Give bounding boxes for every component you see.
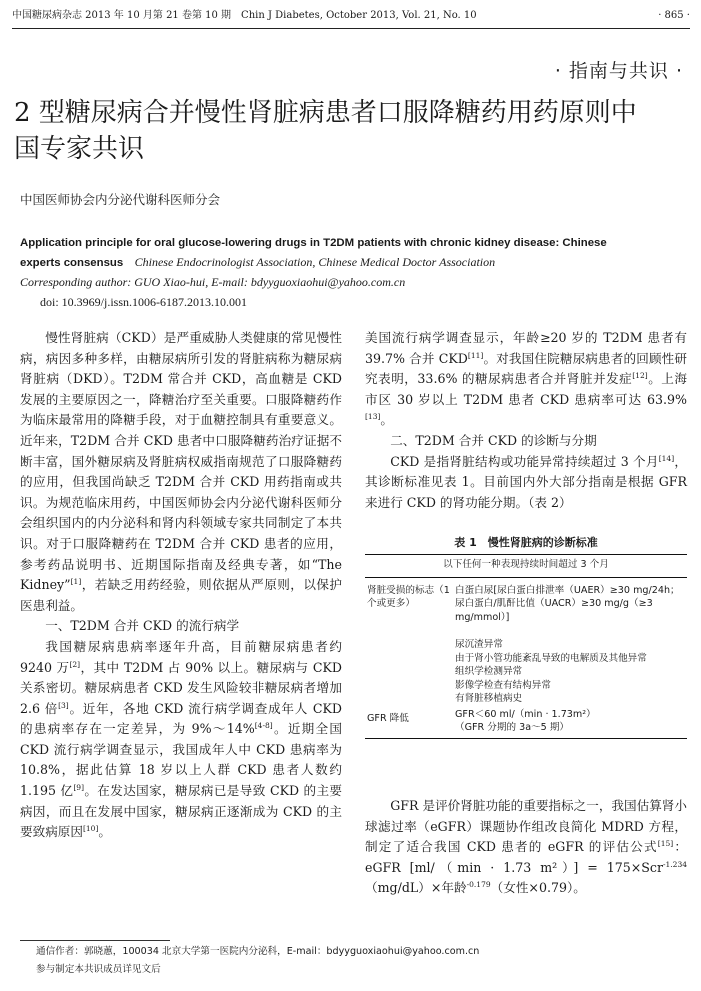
table-1: [365, 535, 687, 739]
left-column: [20, 328, 342, 843]
paragraph-epidemiology: 我国糖尿病患病率逐年升高，目前糖尿病患者约 9240 万[2]，其中 T2DM 占 90% 以上。糖尿病与 CKD 关系密切。糖尿病患者 CKD 发生风险较非糖尿病者增加 2.6 倍[3]。近年，各地 CKD 流行病学调查成年人 CKD 的患病率存在一定差异，为 9%～14%[4-8]。近期全国 CKD 流行病学调查显示，我国成年人中 CKD 患病率为 10.8%，据此估算 18 岁以上人群 CKD 患者人数约 1.195 亿[9]。在发达国家，糖尿病已是导致 CKD 的主要病因，而且在发展中国家，糖尿病正逐渐成为 CKD 的主要致病原因[10]。: [20, 638, 343, 840]
author-affiliation: 中国医师协会内分泌代谢科医师分会: [20, 192, 221, 207]
diagnosis-table: [365, 554, 687, 739]
english-title-line2: [20, 253, 680, 273]
english-title-line1: Application principle for oral glucose-lowering drugs in T2DM patients with chronic kidney disease: Chinese: [20, 237, 607, 249]
table-row-criteria: [455, 706, 687, 739]
criterion-spacer: [455, 624, 687, 638]
header-rule: [12, 28, 690, 29]
table-row-label: 肾脏受损的标志（1 个或更多）: [365, 577, 455, 706]
heading-epidemiology: 一、T2DM 合并 CKD 的流行病学: [45, 618, 240, 634]
criterion-histology: 组织学检测异常: [455, 666, 523, 677]
table-row-criteria: [455, 577, 687, 706]
corresponding-author: Corresponding author: GUO Xiao-hui, E-mail: bdyyguoxiaohui@yahoo.com.cn: [20, 275, 406, 289]
criterion-tubular: 由于肾小管功能紊乱导致的电解质及其他异常: [455, 652, 647, 664]
table-condition: 以下任何一种表现持续时间超过 3 个月: [365, 555, 687, 578]
doi: doi: 10.3969/j.issn.1006-6187.2013.10.001: [40, 295, 248, 309]
criterion-gfr: GFR＜60 ml/（min · 1.73m²）: [455, 708, 596, 720]
right-column-lower: [365, 796, 687, 899]
heading-diagnosis: 二、T2DM 合并 CKD 的诊断与分期: [390, 432, 597, 448]
footnote-members: 参与制定本共识成员详见文后: [36, 964, 161, 975]
paragraph-us-survey: 美国流行病学调查显示，年龄≥20 岁的 T2DM 患者有 39.7% 合并 CKD[11]。对我国住院糖尿病患者的回顾性研究表明，33.6% 的糖尿病患者合并肾脏并发症[12]。上海市区 30 岁以上 T2DM 患者 CKD 患病率可达 63.9%[13]。: [365, 330, 688, 428]
paragraph-intro: 慢性肾脏病（CKD）是严重威胁人类健康的常见慢性病，病因多种多样，由糖尿病所引发的肾脏病称为糖尿病肾脏病（DKD）。T2DM 常合并 CKD，高血糖是 CKD 发展的主要原因之一，降糖治疗至关重要。口服降糖药作为临床最常用的降糖手段，对于血糖控制具有重要意义。近年来，T2DM 合并 CKD 患者中口服降糖药治疗证据不断丰富，国外糖尿病及肾脏病权威指南规范了口服降糖药的应用，但我国尚缺乏 T2DM 合并 CKD 用药指南或共识。为规范临床用药，中国医师协会内分泌代谢科医师分会组织国内的内分泌科和肾内科领域专家共同制定了本共识。对于口服降糖药在 T2DM 合并 CKD 患者的应用，参考药品说明书、近期国际指南及经典专著，如“The Kidney”[1]，若缺乏用药经验，则依据从严原则，以保护医患利益。: [20, 330, 342, 613]
criterion-gfr-stage: （GFR 分期的 3a～5 期）: [455, 722, 570, 733]
table-row-label: GFR 降低: [365, 706, 455, 739]
footnote-rule: [20, 940, 170, 941]
right-column: [365, 328, 687, 513]
criterion-imaging: 影像学检查有结构异常: [455, 679, 551, 691]
criterion-urine-sediment: 尿沉渣异常: [455, 639, 503, 650]
paragraph-diagnosis: CKD 是指肾脏结构或功能异常持续超过 3 个月[14]，其诊断标准见表 1。目前国内外大部分指南是根据 GFR 来进行 CKD 的肾功能分期。（表 2）: [365, 453, 687, 510]
english-title-bold: experts consensus: [20, 257, 124, 269]
footnote-correspondence: 通信作者：郭晓蕙，100034 北京大学第一医院内分泌科，E-mail：bdyyguoxiaohui@yahoo.com.cn: [36, 946, 480, 957]
article-title: 2 型糖尿病合并慢性肾脏病患者口服降糖药用药原则中国专家共识: [14, 98, 637, 164]
page-number: · 865 ·: [658, 10, 690, 21]
running-head-left: 中国糖尿病杂志 2013 年 10 月第 21 卷第 10 期 Chin J Diabetes, October 2013, Vol. 21, No. 10: [12, 10, 477, 21]
criterion-albuminuria: 白蛋白尿[尿白蛋白排泄率（UAER）≥30 mg/24h；尿白蛋白/肌酐比值（UACR）≥30 mg/g（≥3 mg/mmol）]: [455, 584, 680, 623]
table-caption: 表 1 慢性肾脏病的诊断标准: [454, 536, 598, 549]
criterion-transplant: 有肾脏移植病史: [455, 693, 523, 704]
running-head: [12, 9, 690, 23]
english-authors: Chinese Endocrinologist Association, Chinese Medical Doctor Association: [134, 255, 496, 269]
paragraph-egfr: GFR 是评价肾脏功能的重要指标之一，我国估算肾小球滤过率（eGFR）课题协作组改良简化 MDRD 方程，制定了适合我国 CKD 患者的 eGFR 的评估公式[15]：eGFR [ml/（min · 1.73 m²）] = 175×Scr$^{-1.234}$（mg/dL）×年龄$^{-0.179}$（女性×0.79）。: [365, 798, 688, 896]
section-label: · 指南与共识 ·: [554, 60, 683, 82]
